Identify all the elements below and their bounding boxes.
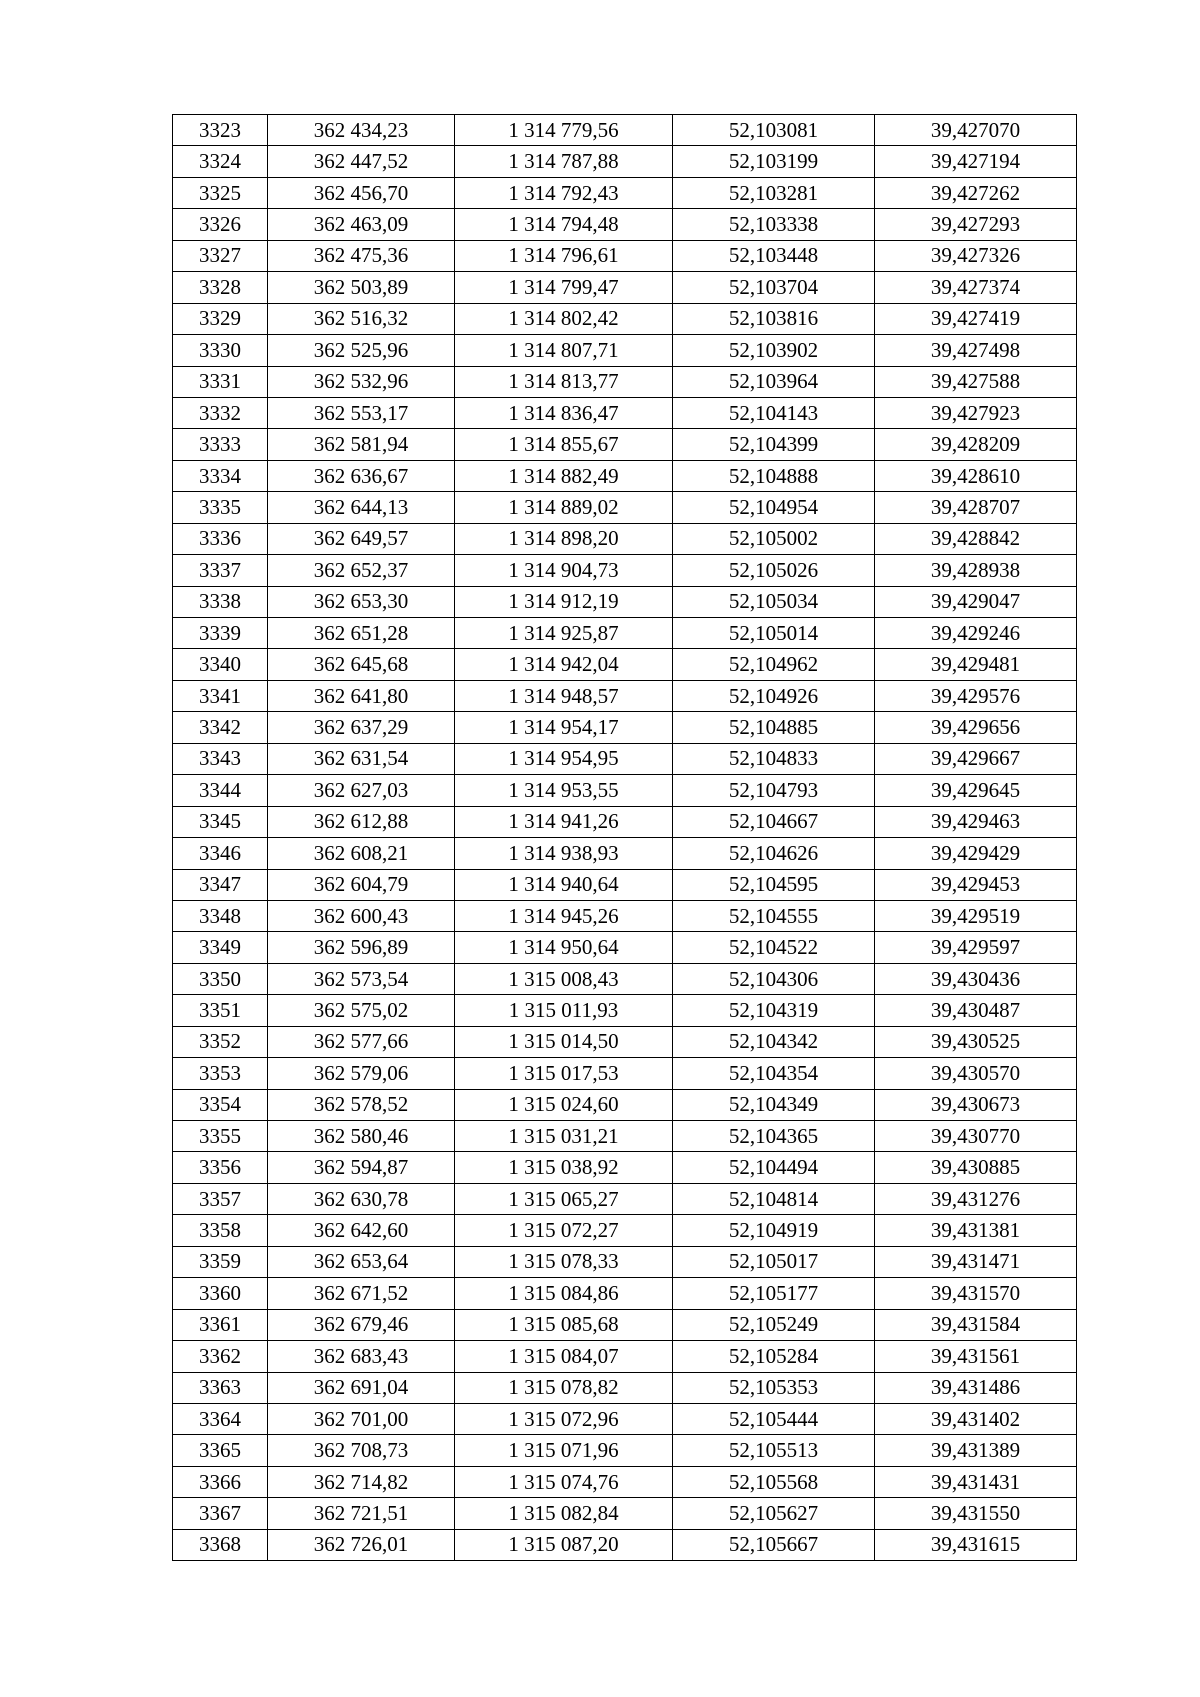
x-coordinate-cell: 362 653,30 <box>268 586 455 617</box>
latitude-cell: 52,103081 <box>673 115 875 146</box>
point-number-cell: 3337 <box>173 555 268 586</box>
x-coordinate-cell: 362 671,52 <box>268 1278 455 1309</box>
table-row <box>173 1089 1077 1120</box>
longitude-cell: 39,429453 <box>875 869 1077 900</box>
latitude-cell: 52,104349 <box>673 1089 875 1120</box>
point-number-cell: 3339 <box>173 618 268 649</box>
y-coordinate-cell: 1 315 084,07 <box>455 1341 673 1372</box>
longitude-cell: 39,431381 <box>875 1215 1077 1246</box>
point-number-cell: 3324 <box>173 146 268 177</box>
point-number-cell: 3332 <box>173 397 268 428</box>
y-coordinate-cell: 1 314 807,71 <box>455 335 673 366</box>
point-number-cell: 3345 <box>173 806 268 837</box>
y-coordinate-cell: 1 314 787,88 <box>455 146 673 177</box>
longitude-cell: 39,431402 <box>875 1403 1077 1434</box>
table-row <box>173 177 1077 208</box>
point-number-cell: 3353 <box>173 1058 268 1089</box>
y-coordinate-cell: 1 315 072,27 <box>455 1215 673 1246</box>
longitude-cell: 39,429429 <box>875 838 1077 869</box>
point-number-cell: 3348 <box>173 900 268 931</box>
latitude-cell: 52,103704 <box>673 272 875 303</box>
y-coordinate-cell: 1 314 882,49 <box>455 460 673 491</box>
latitude-cell: 52,104306 <box>673 963 875 994</box>
table-row <box>173 115 1077 146</box>
y-coordinate-cell: 1 315 078,82 <box>455 1372 673 1403</box>
point-number-cell: 3331 <box>173 366 268 397</box>
latitude-cell: 52,103902 <box>673 335 875 366</box>
y-coordinate-cell: 1 315 072,96 <box>455 1403 673 1434</box>
y-coordinate-cell: 1 314 855,67 <box>455 429 673 460</box>
y-coordinate-cell: 1 315 084,86 <box>455 1278 673 1309</box>
longitude-cell: 39,430570 <box>875 1058 1077 1089</box>
point-number-cell: 3354 <box>173 1089 268 1120</box>
table-row <box>173 429 1077 460</box>
longitude-cell: 39,429463 <box>875 806 1077 837</box>
point-number-cell: 3352 <box>173 1026 268 1057</box>
table-row <box>173 1466 1077 1497</box>
latitude-cell: 52,105026 <box>673 555 875 586</box>
table-row <box>173 366 1077 397</box>
longitude-cell: 39,430770 <box>875 1121 1077 1152</box>
x-coordinate-cell: 362 627,03 <box>268 775 455 806</box>
y-coordinate-cell: 1 314 889,02 <box>455 492 673 523</box>
point-number-cell: 3367 <box>173 1498 268 1529</box>
point-number-cell: 3327 <box>173 240 268 271</box>
point-number-cell: 3334 <box>173 460 268 491</box>
table-row <box>173 806 1077 837</box>
longitude-cell: 39,428842 <box>875 523 1077 554</box>
x-coordinate-cell: 362 577,66 <box>268 1026 455 1057</box>
x-coordinate-cell: 362 637,29 <box>268 712 455 743</box>
latitude-cell: 52,105444 <box>673 1403 875 1434</box>
x-coordinate-cell: 362 525,96 <box>268 335 455 366</box>
y-coordinate-cell: 1 315 082,84 <box>455 1498 673 1529</box>
y-coordinate-cell: 1 314 904,73 <box>455 555 673 586</box>
y-coordinate-cell: 1 314 950,64 <box>455 932 673 963</box>
y-coordinate-cell: 1 314 836,47 <box>455 397 673 428</box>
point-number-cell: 3347 <box>173 869 268 900</box>
latitude-cell: 52,104365 <box>673 1121 875 1152</box>
y-coordinate-cell: 1 315 065,27 <box>455 1183 673 1214</box>
point-number-cell: 3349 <box>173 932 268 963</box>
point-number-cell: 3344 <box>173 775 268 806</box>
point-number-cell: 3351 <box>173 995 268 1026</box>
y-coordinate-cell: 1 314 945,26 <box>455 900 673 931</box>
y-coordinate-cell: 1 314 954,17 <box>455 712 673 743</box>
y-coordinate-cell: 1 315 017,53 <box>455 1058 673 1089</box>
point-number-cell: 3338 <box>173 586 268 617</box>
table-row <box>173 1529 1077 1560</box>
table-row <box>173 460 1077 491</box>
latitude-cell: 52,105353 <box>673 1372 875 1403</box>
longitude-cell: 39,429645 <box>875 775 1077 806</box>
table-row <box>173 932 1077 963</box>
point-number-cell: 3350 <box>173 963 268 994</box>
table-row <box>173 1026 1077 1057</box>
point-number-cell: 3336 <box>173 523 268 554</box>
coordinates-table <box>172 114 1077 1561</box>
longitude-cell: 39,429047 <box>875 586 1077 617</box>
point-number-cell: 3361 <box>173 1309 268 1340</box>
x-coordinate-cell: 362 636,67 <box>268 460 455 491</box>
table-row <box>173 649 1077 680</box>
y-coordinate-cell: 1 314 953,55 <box>455 775 673 806</box>
latitude-cell: 52,103199 <box>673 146 875 177</box>
point-number-cell: 3368 <box>173 1529 268 1560</box>
latitude-cell: 52,103816 <box>673 303 875 334</box>
x-coordinate-cell: 362 630,78 <box>268 1183 455 1214</box>
x-coordinate-cell: 362 578,52 <box>268 1089 455 1120</box>
table-row <box>173 712 1077 743</box>
latitude-cell: 52,104595 <box>673 869 875 900</box>
latitude-cell: 52,104494 <box>673 1152 875 1183</box>
x-coordinate-cell: 362 463,09 <box>268 209 455 240</box>
latitude-cell: 52,104143 <box>673 397 875 428</box>
y-coordinate-cell: 1 314 799,47 <box>455 272 673 303</box>
longitude-cell: 39,428707 <box>875 492 1077 523</box>
point-number-cell: 3323 <box>173 115 268 146</box>
x-coordinate-cell: 362 644,13 <box>268 492 455 523</box>
point-number-cell: 3325 <box>173 177 268 208</box>
table-row <box>173 680 1077 711</box>
table-row <box>173 586 1077 617</box>
table-row <box>173 775 1077 806</box>
x-coordinate-cell: 362 573,54 <box>268 963 455 994</box>
table-row <box>173 240 1077 271</box>
latitude-cell: 52,105667 <box>673 1529 875 1560</box>
latitude-cell: 52,104555 <box>673 900 875 931</box>
latitude-cell: 52,104926 <box>673 680 875 711</box>
y-coordinate-cell: 1 315 078,33 <box>455 1246 673 1277</box>
table-row <box>173 1058 1077 1089</box>
longitude-cell: 39,430487 <box>875 995 1077 1026</box>
x-coordinate-cell: 362 580,46 <box>268 1121 455 1152</box>
latitude-cell: 52,104342 <box>673 1026 875 1057</box>
y-coordinate-cell: 1 314 912,19 <box>455 586 673 617</box>
longitude-cell: 39,431486 <box>875 1372 1077 1403</box>
table-row <box>173 1246 1077 1277</box>
y-coordinate-cell: 1 314 938,93 <box>455 838 673 869</box>
table-row <box>173 303 1077 334</box>
latitude-cell: 52,103964 <box>673 366 875 397</box>
longitude-cell: 39,429597 <box>875 932 1077 963</box>
latitude-cell: 52,103281 <box>673 177 875 208</box>
table-row <box>173 335 1077 366</box>
x-coordinate-cell: 362 721,51 <box>268 1498 455 1529</box>
table-row <box>173 1152 1077 1183</box>
y-coordinate-cell: 1 315 071,96 <box>455 1435 673 1466</box>
latitude-cell: 52,104319 <box>673 995 875 1026</box>
x-coordinate-cell: 362 701,00 <box>268 1403 455 1434</box>
longitude-cell: 39,429576 <box>875 680 1077 711</box>
latitude-cell: 52,105017 <box>673 1246 875 1277</box>
y-coordinate-cell: 1 314 794,48 <box>455 209 673 240</box>
x-coordinate-cell: 362 475,36 <box>268 240 455 271</box>
table-row <box>173 272 1077 303</box>
table-row <box>173 743 1077 774</box>
latitude-cell: 52,104814 <box>673 1183 875 1214</box>
y-coordinate-cell: 1 314 941,26 <box>455 806 673 837</box>
x-coordinate-cell: 362 651,28 <box>268 618 455 649</box>
y-coordinate-cell: 1 314 948,57 <box>455 680 673 711</box>
y-coordinate-cell: 1 314 779,56 <box>455 115 673 146</box>
point-number-cell: 3359 <box>173 1246 268 1277</box>
x-coordinate-cell: 362 532,96 <box>268 366 455 397</box>
x-coordinate-cell: 362 447,52 <box>268 146 455 177</box>
x-coordinate-cell: 362 456,70 <box>268 177 455 208</box>
longitude-cell: 39,427293 <box>875 209 1077 240</box>
latitude-cell: 52,103448 <box>673 240 875 271</box>
latitude-cell: 52,104522 <box>673 932 875 963</box>
point-number-cell: 3360 <box>173 1278 268 1309</box>
y-coordinate-cell: 1 314 925,87 <box>455 618 673 649</box>
point-number-cell: 3341 <box>173 680 268 711</box>
table-row <box>173 1121 1077 1152</box>
longitude-cell: 39,427419 <box>875 303 1077 334</box>
latitude-cell: 52,105002 <box>673 523 875 554</box>
y-coordinate-cell: 1 314 942,04 <box>455 649 673 680</box>
point-number-cell: 3358 <box>173 1215 268 1246</box>
x-coordinate-cell: 362 652,37 <box>268 555 455 586</box>
latitude-cell: 52,104888 <box>673 460 875 491</box>
table-row <box>173 838 1077 869</box>
latitude-cell: 52,104833 <box>673 743 875 774</box>
coordinates-table-body <box>173 115 1077 1561</box>
point-number-cell: 3355 <box>173 1121 268 1152</box>
latitude-cell: 52,105284 <box>673 1341 875 1372</box>
x-coordinate-cell: 362 612,88 <box>268 806 455 837</box>
x-coordinate-cell: 362 604,79 <box>268 869 455 900</box>
point-number-cell: 3328 <box>173 272 268 303</box>
longitude-cell: 39,427070 <box>875 115 1077 146</box>
point-number-cell: 3342 <box>173 712 268 743</box>
x-coordinate-cell: 362 596,89 <box>268 932 455 963</box>
longitude-cell: 39,431584 <box>875 1309 1077 1340</box>
point-number-cell: 3343 <box>173 743 268 774</box>
table-row <box>173 1215 1077 1246</box>
y-coordinate-cell: 1 315 038,92 <box>455 1152 673 1183</box>
point-number-cell: 3356 <box>173 1152 268 1183</box>
table-row <box>173 1403 1077 1434</box>
latitude-cell: 52,104885 <box>673 712 875 743</box>
point-number-cell: 3363 <box>173 1372 268 1403</box>
x-coordinate-cell: 362 434,23 <box>268 115 455 146</box>
longitude-cell: 39,431389 <box>875 1435 1077 1466</box>
y-coordinate-cell: 1 315 074,76 <box>455 1466 673 1497</box>
longitude-cell: 39,427588 <box>875 366 1077 397</box>
x-coordinate-cell: 362 714,82 <box>268 1466 455 1497</box>
x-coordinate-cell: 362 503,89 <box>268 272 455 303</box>
latitude-cell: 52,104399 <box>673 429 875 460</box>
table-row <box>173 900 1077 931</box>
longitude-cell: 39,431561 <box>875 1341 1077 1372</box>
point-number-cell: 3335 <box>173 492 268 523</box>
longitude-cell: 39,430673 <box>875 1089 1077 1120</box>
x-coordinate-cell: 362 683,43 <box>268 1341 455 1372</box>
longitude-cell: 39,431570 <box>875 1278 1077 1309</box>
y-coordinate-cell: 1 314 898,20 <box>455 523 673 554</box>
point-number-cell: 3362 <box>173 1341 268 1372</box>
table-row <box>173 1341 1077 1372</box>
table-row <box>173 523 1077 554</box>
table-row <box>173 1183 1077 1214</box>
latitude-cell: 52,104667 <box>673 806 875 837</box>
latitude-cell: 52,103338 <box>673 209 875 240</box>
longitude-cell: 39,431431 <box>875 1466 1077 1497</box>
table-row <box>173 963 1077 994</box>
longitude-cell: 39,427498 <box>875 335 1077 366</box>
longitude-cell: 39,428209 <box>875 429 1077 460</box>
y-coordinate-cell: 1 315 085,68 <box>455 1309 673 1340</box>
longitude-cell: 39,429246 <box>875 618 1077 649</box>
x-coordinate-cell: 362 631,54 <box>268 743 455 774</box>
longitude-cell: 39,430885 <box>875 1152 1077 1183</box>
y-coordinate-cell: 1 314 813,77 <box>455 366 673 397</box>
point-number-cell: 3340 <box>173 649 268 680</box>
longitude-cell: 39,430436 <box>875 963 1077 994</box>
y-coordinate-cell: 1 314 792,43 <box>455 177 673 208</box>
latitude-cell: 52,104793 <box>673 775 875 806</box>
table-row <box>173 1309 1077 1340</box>
longitude-cell: 39,427326 <box>875 240 1077 271</box>
point-number-cell: 3346 <box>173 838 268 869</box>
y-coordinate-cell: 1 315 008,43 <box>455 963 673 994</box>
latitude-cell: 52,104962 <box>673 649 875 680</box>
x-coordinate-cell: 362 600,43 <box>268 900 455 931</box>
latitude-cell: 52,104626 <box>673 838 875 869</box>
point-number-cell: 3326 <box>173 209 268 240</box>
longitude-cell: 39,427194 <box>875 146 1077 177</box>
latitude-cell: 52,104354 <box>673 1058 875 1089</box>
longitude-cell: 39,429667 <box>875 743 1077 774</box>
x-coordinate-cell: 362 645,68 <box>268 649 455 680</box>
table-row <box>173 1372 1077 1403</box>
table-row <box>173 869 1077 900</box>
table-row <box>173 1278 1077 1309</box>
x-coordinate-cell: 362 641,80 <box>268 680 455 711</box>
table-row <box>173 397 1077 428</box>
x-coordinate-cell: 362 726,01 <box>268 1529 455 1560</box>
y-coordinate-cell: 1 314 940,64 <box>455 869 673 900</box>
longitude-cell: 39,429481 <box>875 649 1077 680</box>
point-number-cell: 3329 <box>173 303 268 334</box>
longitude-cell: 39,430525 <box>875 1026 1077 1057</box>
y-coordinate-cell: 1 315 031,21 <box>455 1121 673 1152</box>
x-coordinate-cell: 362 708,73 <box>268 1435 455 1466</box>
table-row <box>173 618 1077 649</box>
latitude-cell: 52,104919 <box>673 1215 875 1246</box>
x-coordinate-cell: 362 516,32 <box>268 303 455 334</box>
table-row <box>173 492 1077 523</box>
y-coordinate-cell: 1 315 011,93 <box>455 995 673 1026</box>
longitude-cell: 39,431471 <box>875 1246 1077 1277</box>
longitude-cell: 39,427262 <box>875 177 1077 208</box>
latitude-cell: 52,105249 <box>673 1309 875 1340</box>
table-row <box>173 1498 1077 1529</box>
y-coordinate-cell: 1 314 796,61 <box>455 240 673 271</box>
x-coordinate-cell: 362 653,64 <box>268 1246 455 1277</box>
y-coordinate-cell: 1 315 024,60 <box>455 1089 673 1120</box>
longitude-cell: 39,429656 <box>875 712 1077 743</box>
table-row <box>173 995 1077 1026</box>
x-coordinate-cell: 362 608,21 <box>268 838 455 869</box>
y-coordinate-cell: 1 315 014,50 <box>455 1026 673 1057</box>
x-coordinate-cell: 362 581,94 <box>268 429 455 460</box>
x-coordinate-cell: 362 594,87 <box>268 1152 455 1183</box>
latitude-cell: 52,104954 <box>673 492 875 523</box>
x-coordinate-cell: 362 679,46 <box>268 1309 455 1340</box>
longitude-cell: 39,431550 <box>875 1498 1077 1529</box>
table-row <box>173 555 1077 586</box>
longitude-cell: 39,427374 <box>875 272 1077 303</box>
y-coordinate-cell: 1 315 087,20 <box>455 1529 673 1560</box>
longitude-cell: 39,431276 <box>875 1183 1077 1214</box>
latitude-cell: 52,105014 <box>673 618 875 649</box>
point-number-cell: 3330 <box>173 335 268 366</box>
point-number-cell: 3357 <box>173 1183 268 1214</box>
table-row <box>173 209 1077 240</box>
latitude-cell: 52,105568 <box>673 1466 875 1497</box>
point-number-cell: 3366 <box>173 1466 268 1497</box>
table-row <box>173 1435 1077 1466</box>
longitude-cell: 39,431615 <box>875 1529 1077 1560</box>
x-coordinate-cell: 362 691,04 <box>268 1372 455 1403</box>
longitude-cell: 39,428938 <box>875 555 1077 586</box>
x-coordinate-cell: 362 579,06 <box>268 1058 455 1089</box>
latitude-cell: 52,105177 <box>673 1278 875 1309</box>
point-number-cell: 3364 <box>173 1403 268 1434</box>
latitude-cell: 52,105034 <box>673 586 875 617</box>
longitude-cell: 39,428610 <box>875 460 1077 491</box>
latitude-cell: 52,105513 <box>673 1435 875 1466</box>
x-coordinate-cell: 362 642,60 <box>268 1215 455 1246</box>
longitude-cell: 39,429519 <box>875 900 1077 931</box>
y-coordinate-cell: 1 314 954,95 <box>455 743 673 774</box>
point-number-cell: 3365 <box>173 1435 268 1466</box>
longitude-cell: 39,427923 <box>875 397 1077 428</box>
table-row <box>173 146 1077 177</box>
x-coordinate-cell: 362 553,17 <box>268 397 455 428</box>
latitude-cell: 52,105627 <box>673 1498 875 1529</box>
point-number-cell: 3333 <box>173 429 268 460</box>
y-coordinate-cell: 1 314 802,42 <box>455 303 673 334</box>
x-coordinate-cell: 362 575,02 <box>268 995 455 1026</box>
x-coordinate-cell: 362 649,57 <box>268 523 455 554</box>
